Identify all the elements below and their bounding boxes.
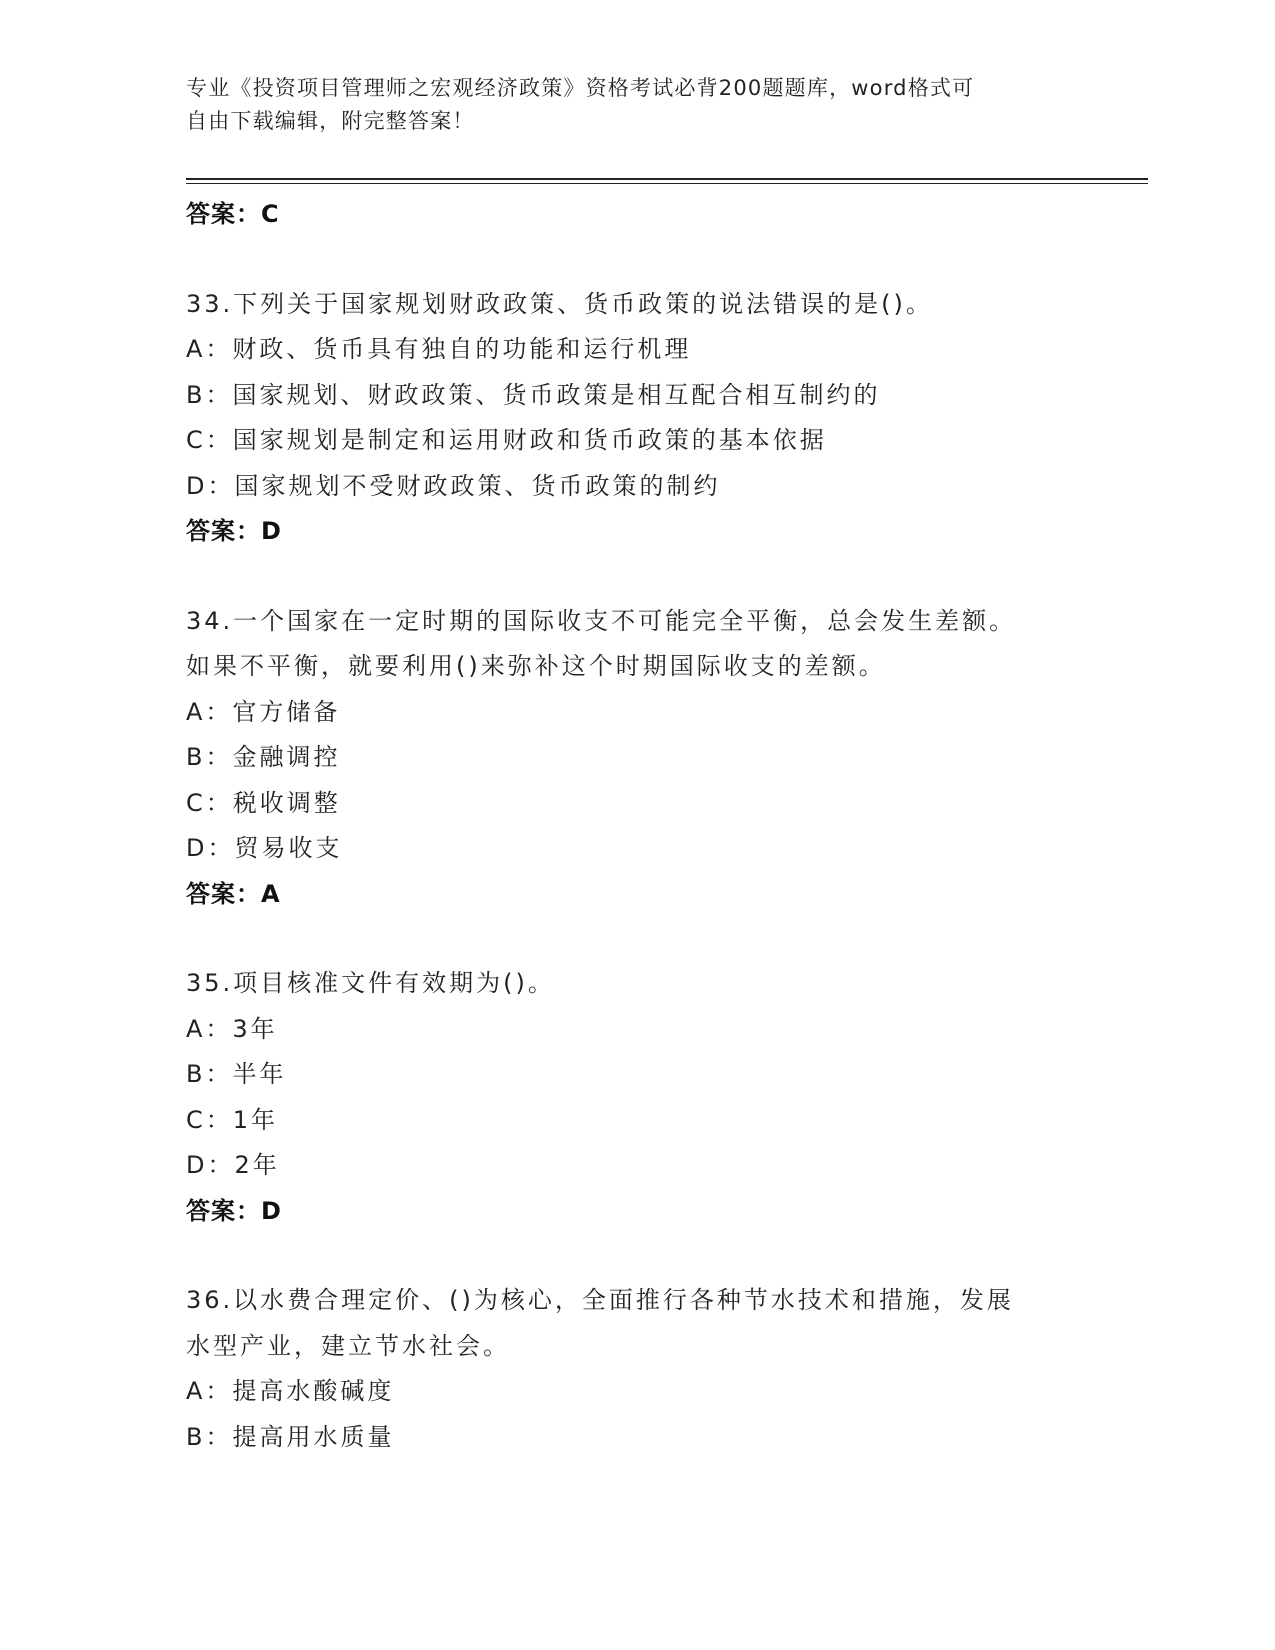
option-d: D：贸易收支 — [186, 834, 343, 862]
question-stem-line-1: 36.以水费合理定价、()为核心，全面推行各种节水技术和措施，发展 — [186, 1286, 1014, 1314]
question-34 — [186, 599, 1086, 918]
spacer — [186, 1234, 1086, 1278]
header-line-2: 自由下载编辑，附完整答案！ — [186, 109, 475, 133]
option-d: D：2年 — [186, 1151, 280, 1179]
answer-label: 答案：C — [186, 200, 280, 228]
header-divider-thin — [186, 183, 1148, 184]
option-a: A：3年 — [186, 1014, 278, 1043]
header-line-1: 专业《投资项目管理师之宏观经济政策》资格考试必背200题题库，word格式可 — [186, 76, 975, 100]
option-b: B：提高用水质量 — [186, 1422, 395, 1451]
option-a: A：官方储备 — [186, 697, 341, 726]
question-33 — [186, 282, 1086, 555]
spacer — [186, 917, 1086, 961]
question-stem: 33.下列关于国家规划财政政策、货币政策的说法错误的是()。 — [186, 289, 933, 318]
answer-label: 答案：D — [186, 1196, 282, 1225]
option-b: B：金融调控 — [186, 743, 341, 771]
option-c: C：国家规划是制定和运用财政和货币政策的基本依据 — [186, 426, 827, 454]
option-c: C：1年 — [186, 1105, 279, 1134]
option-a: A：财政、货币具有独自的功能和运行机理 — [186, 335, 692, 363]
answer-label: 答案：A — [186, 879, 281, 908]
question-stem-line-2: 如果不平衡，就要利用()来弥补这个时期国际收支的差额。 — [186, 652, 886, 680]
option-c: C：税收调整 — [186, 788, 341, 817]
option-b: B：半年 — [186, 1060, 287, 1088]
question-list — [186, 192, 1086, 1460]
answer-label: 答案：D — [186, 517, 282, 545]
question-36 — [186, 1278, 1086, 1460]
option-b: B：国家规划、财政政策、货币政策是相互配合相互制约的 — [186, 380, 881, 409]
question-35 — [186, 961, 1086, 1234]
header-divider-thick — [186, 178, 1148, 180]
question-stem-line-2: 水型产业，建立节水社会。 — [186, 1331, 510, 1360]
spacer — [186, 238, 1086, 282]
spacer — [186, 555, 1086, 599]
option-a: A：提高水酸碱度 — [186, 1377, 395, 1405]
document-header — [186, 72, 1086, 138]
option-d: D：国家规划不受财政政策、货币政策的制约 — [186, 471, 721, 500]
question-stem-line-1: 34.一个国家在一定时期的国际收支不可能完全平衡，总会发生差额。 — [186, 606, 1017, 635]
question-stem: 35.项目核准文件有效期为()。 — [186, 969, 555, 997]
